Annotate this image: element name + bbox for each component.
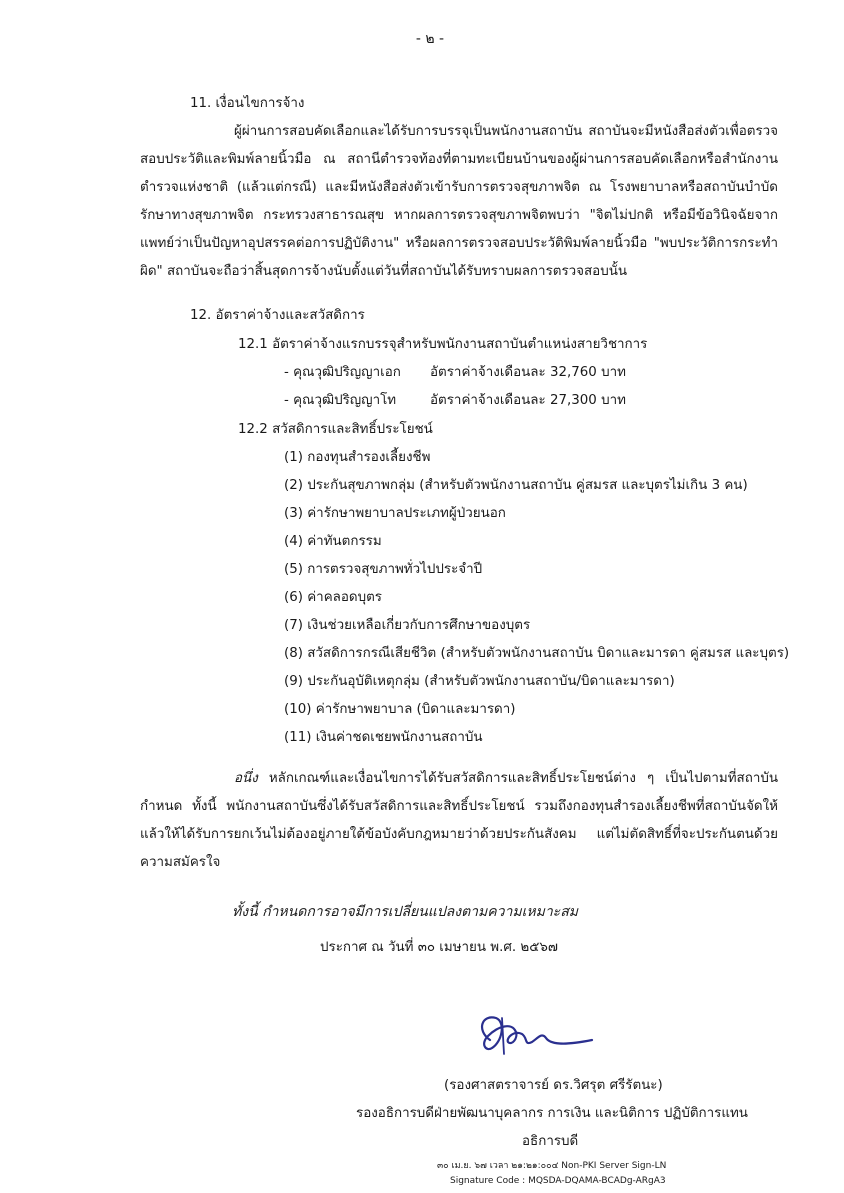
note-lead: อนึ่ง (234, 771, 258, 786)
benefit-item: (4) ค่าทันตกรรม (284, 534, 382, 549)
benefit-item: (1) กองทุนสำรองเลี้ยงชีพ (284, 450, 431, 465)
benefit-item: (11) เงินค่าชดเชยพนักงานสถาบัน (284, 730, 483, 745)
degree-masters: - คุณวุฒิปริญญาโท (284, 393, 397, 408)
section-12-heading: 12. อัตราค่าจ้างและสวัสดิการ (190, 308, 365, 323)
section-12-1-heading: 12.1 อัตราค่าจ้างแรกบรรจุสำหรับพนักงานสถาบันตำแหน่งสายวิชาการ (238, 337, 648, 352)
benefit-item: (2) ประกันสุขภาพกลุ่ม (สำหรับตัวพนักงานสถาบัน คู่สมรส และบุตรไม่เกิน 3 คน) (284, 478, 748, 493)
section-11-heading: 11. เงื่อนไขการจ้าง (190, 96, 305, 111)
signer-position: รองอธิการบดีฝ่ายพัฒนาบุคลากร การเงิน และนิติการ ปฏิบัติการแทน (356, 1106, 748, 1121)
benefit-item: (3) ค่ารักษาพยาบาลประเภทผู้ป่วยนอก (284, 506, 506, 521)
degree-doctorate: - คุณวุฒิปริญญาเอก (284, 365, 401, 380)
section-12-2-heading: 12.2 สวัสดิการและสิทธิ์ประโยชน์ (238, 422, 433, 437)
change-note: ทั้งนี้ กำหนดการอาจมีการเปลี่ยนแปลงตามความเหมาะสม (232, 904, 578, 920)
benefit-item: (7) เงินช่วยเหลือเกี่ยวกับการศึกษาของบุตร (284, 618, 531, 633)
benefit-item: (9) ประกันอุบัติเหตุกลุ่ม (สำหรับตัวพนักงานสถาบัน/บิดาและมารดา) (284, 674, 675, 689)
section-11-body: ผู้ผ่านการสอบคัดเลือกและได้รับการบรรจุเป็นพนักงานสถาบัน สถาบันจะมีหนังสือส่งตัวเพื่อตรวจสอบประวัติและพิมพ์ลายนิ้วมือ ณ สถานีตำรวจท้องที่ตามทะเบียนบ้านของผู้ผ่านการสอบคัดเลือกหรือสำนักงานตำรวจแห่งชาติ (แล้วแต่กรณี) และมีหนังสือส่งตัวเข้ารับการตรวจสุขภาพจิต ณ โรงพยาบาลหรือสถาบันบำบัดรักษาทางสุขภาพจิต กระทรวงสาธารณสุข หากผลการตรวจสุขภาพจิตพบว่า "จิตไม่ปกติ หรือมีข้อวินิจฉัยจากแพทย์ว่าเป็นปัญหาอุปสรรคต่อการปฏิบัติงาน" หรือผลการตรวจสอบประวัติพิมพ์ลายนิ้วมือ "พบประวัติการกระทำผิด" สถาบันจะถือว่าสิ้นสุดการจ้างนับตั้งแต่วันที่สถาบันได้รับทราบผลการตรวจสอบนั้น (140, 124, 778, 279)
rate-masters: อัตราค่าจ้างเดือนละ 27,300 บาท (430, 393, 626, 408)
page-number: - ๒ - (415, 31, 445, 47)
benefit-item: (10) ค่ารักษาพยาบาล (บิดาและมารดา) (284, 702, 516, 717)
signature-mark (472, 1008, 622, 1068)
benefit-item: (8) สวัสดิการกรณีเสียชีวิต (สำหรับตัวพนักงานสถาบัน บิดาและมารดา คู่สมรส และบุตร) (284, 646, 790, 661)
benefit-item: (5) การตรวจสุขภาพทั่วไปประจำปี (284, 562, 483, 577)
signer-name: (รองศาสตราจารย์ ดร.วิศรุต ศรีรัตนะ) (444, 1078, 663, 1093)
signature-code: Signature Code : MQSDA-DQAMA-BCADg-ARgA3 (450, 1176, 666, 1186)
announce-date: ประกาศ ณ วันที่ ๓๐ เมษายน พ.ศ. ๒๕๖๗ (320, 940, 558, 955)
esign-stamp-line: ๓๐ เม.ย. ๖๗ เวลา ๒๑:๒๑:๐๐๔ Non-PKI Server Sign-LN (437, 1161, 667, 1171)
note-body: หลักเกณฑ์และเงื่อนไขการได้รับสวัสดิการและสิทธิ์ประโยชน์ต่าง ๆ เป็นไปตามที่สถาบันกำหนด ทั้งนี้ พนักงานสถาบันซึ่งได้รับสวัสดิการและสิทธิ์ประโยชน์ รวมถึงกองทุนสำรองเลี้ยงชีพที่สถาบันจัดให้แล้วให้ได้รับการยกเว้นไม่ต้องอยู่ภายใต้ข้อบังคับกฎหมายว่าด้วยประกันสังคม แต่ไม่ตัดสิทธิ์ที่จะประกันตนด้วยความสมัครใจ (140, 771, 778, 870)
note-paragraph (140, 765, 778, 877)
signer-position-2: อธิการบดี (522, 1134, 579, 1149)
rate-doctorate: อัตราค่าจ้างเดือนละ 32,760 บาท (430, 365, 626, 380)
benefit-item: (6) ค่าคลอดบุตร (284, 590, 382, 605)
